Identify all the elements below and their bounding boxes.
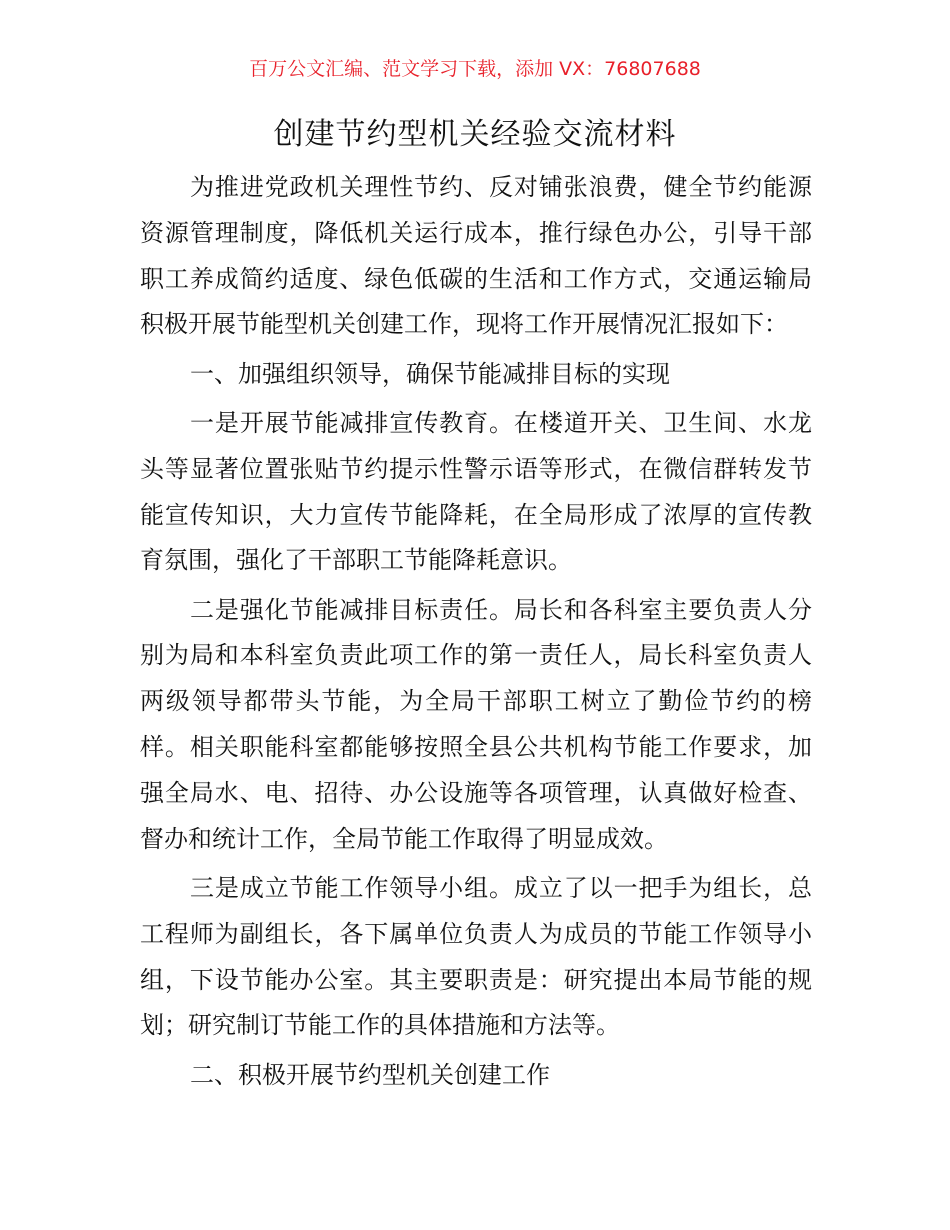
paragraph	[140, 401, 812, 584]
text-line: 强全局水、电、招待、办公设施等各项管理，认真做好检查、	[140, 778, 812, 807]
text-line: 划；研究制订节能工作的具体措施和方法等。	[140, 1011, 620, 1040]
document-title: 创建节约型机关经验交流材料	[273, 117, 677, 152]
text-line: 别为局和本科室负责此项工作的第一责任人，局长科室负责人	[140, 641, 812, 670]
text-line: 组，下设节能办公室。其主要职责是：研究提出本局节能的规	[140, 965, 812, 994]
paragraph	[140, 588, 812, 863]
section-heading	[140, 352, 812, 398]
text-line: 育氛围，强化了干部职工节能降耗意识。	[140, 546, 572, 575]
text-line: 为推进党政机关理性节约、反对铺张浪费，健全节约能源	[190, 173, 812, 201]
text-line: 职工养成简约适度、绿色低碳的生活和工作方式，交通运输局	[140, 264, 812, 293]
text-line: 头等显著位置张贴节约提示性警示语等形式，在微信群转发节	[140, 454, 812, 483]
text-line: 一是开展节能减排宣传教育。在楼道开关、卫生间、水龙	[190, 408, 812, 437]
text-line: 二、积极开展节约型机关创建工作	[190, 1060, 550, 1089]
text-line: 两级领导都带头节能，为全局干部职工树立了勤俭节约的榜	[140, 687, 812, 716]
document-body	[140, 165, 812, 1102]
text-line: 资源管理制度，降低机关运行成本，推行绿色办公，引导干部	[140, 218, 812, 247]
section-heading	[140, 1053, 812, 1099]
text-line: 积极开展节能型机关创建工作，现将工作开展情况汇报如下：	[140, 310, 788, 339]
text-line: 能宣传知识，大力宣传节能降耗，在全局形成了浓厚的宣传教	[140, 500, 812, 529]
text-line: 二是强化节能减排目标责任。局长和各科室主要负责人分	[190, 595, 812, 624]
text-line: 一、加强组织领导，确保节能减排目标的实现	[190, 359, 670, 388]
paragraph	[140, 866, 812, 1049]
text-line: 工程师为副组长，各下属单位负责人为成员的节能工作领导小	[140, 919, 812, 948]
text-line: 样。相关职能科室都能够按照全县公共机构节能工作要求，加	[140, 733, 812, 762]
watermark-header: 百万公文汇编、范文学习下载，添加 VX：76807688	[249, 58, 701, 80]
paragraph	[140, 165, 812, 348]
text-line: 督办和统计工作，全局节能工作取得了明显成效。	[140, 824, 668, 853]
text-line: 三是成立节能工作领导小组。成立了以一把手为组长，总	[190, 873, 812, 902]
